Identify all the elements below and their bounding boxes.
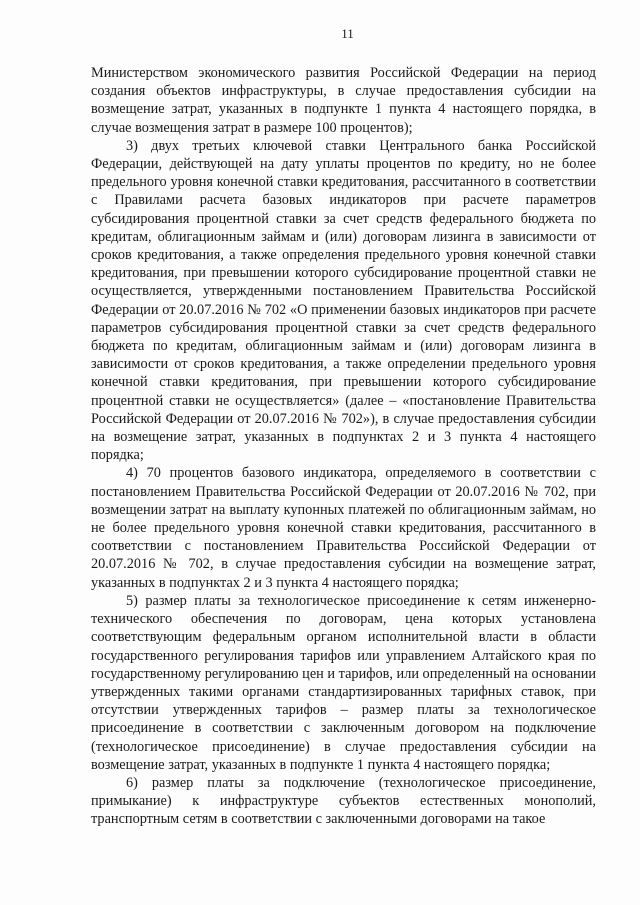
paragraph-item-4: 4) 70 процентов базового индикатора, определяемого в соответствии с постановлением Правительства Российской Федерации от 20.07.2016 № 702, при возмещении затрат на выплату купонных платежей по облигационным займам, но не более предельного уровня конечной ставки кредитования, рассчитанного в соответствии с постановлением Правительства Российской Федерации от 20.07.2016 № 702, в случае предоставления субсидии на возмещение затрат, указанных в подпунктах 2 и 3 пункта 4 настоящего порядка; (91, 465, 596, 591)
paragraph-item-6: 6) размер платы за подключение (технологическое присоединение, примыкание) к инфраструктуре субъектов естественных монополий, транспортным сетям в соответствии с заключенными договорами на такое (91, 774, 596, 828)
paragraph-item-5: 5) размер платы за технологическое присоединение к сетям инженерно-технического обеспечения по договорам, цена которых установлена соответствующим федеральным органом исполнительной власти в области государственного регулирования тарифов или управлением Алтайского края по государственному регулированию цен и тарифов, или определенный на основании утвержденных такими органами стандартизированных тарифных ставок, при отсутствии утвержденных тарифов – размер платы за технологическое присоединение в соответствии с заключенным договором на подключение (технологическое присоединение) в случае предоставления субсидии на возмещение затрат, указанных в подпункте 1 пункта 4 настоящего порядка; (91, 592, 596, 773)
paragraph-item-3: 3) двух третьих ключевой ставки Центрального банка Российской Федерации, действующей на дату уплаты процентов по кредиту, но не более предельного уровня конечной ставки кредитования, рассчитанного в соответствии с Правилами расчета базовых индикаторов при расчете параметров субсидирования процентной ставки за счет средств федерального бюджета по кредитам, облигационным займам и (или) договорам лизинга в зависимости от сроков кредитования, а также определения предельного уровня конечной ставки кредитования, при превышении которого субсидирование процентной ставки не осуществляется, утвержденными постановлением Правительства Российской Федерации от 20.07.2016 № 702 «О применении базовых индикаторов при расчете параметров субсидирования процентной ставки за счет средств федерального бюджета по кредитам, облигационным займам и (или) договорам лизинга в зависимости от сроков кредитования, а также определении предельного уровня конечной ставки кредитования, при превышении которого субсидирование процентной ставки не осуществляется» (далее – «постановление Правительства Российской Федерации от 20.07.2016 № 702»), в случае предоставления субсидии на возмещение затрат, указанных в подпунктах 2 и 3 пункта 4 настоящего порядка; (91, 137, 596, 464)
paragraph-continuation: Министерством экономического развития Российской Федерации на период создания объектов инфраструктуры, в случае предоставления субсидии на возмещение затрат, указанных в подпункте 1 пункта 4 настоящего порядка, в случае возмещения затрат в размере 100 процентов); (91, 65, 596, 136)
page-number: 11 (341, 26, 354, 41)
